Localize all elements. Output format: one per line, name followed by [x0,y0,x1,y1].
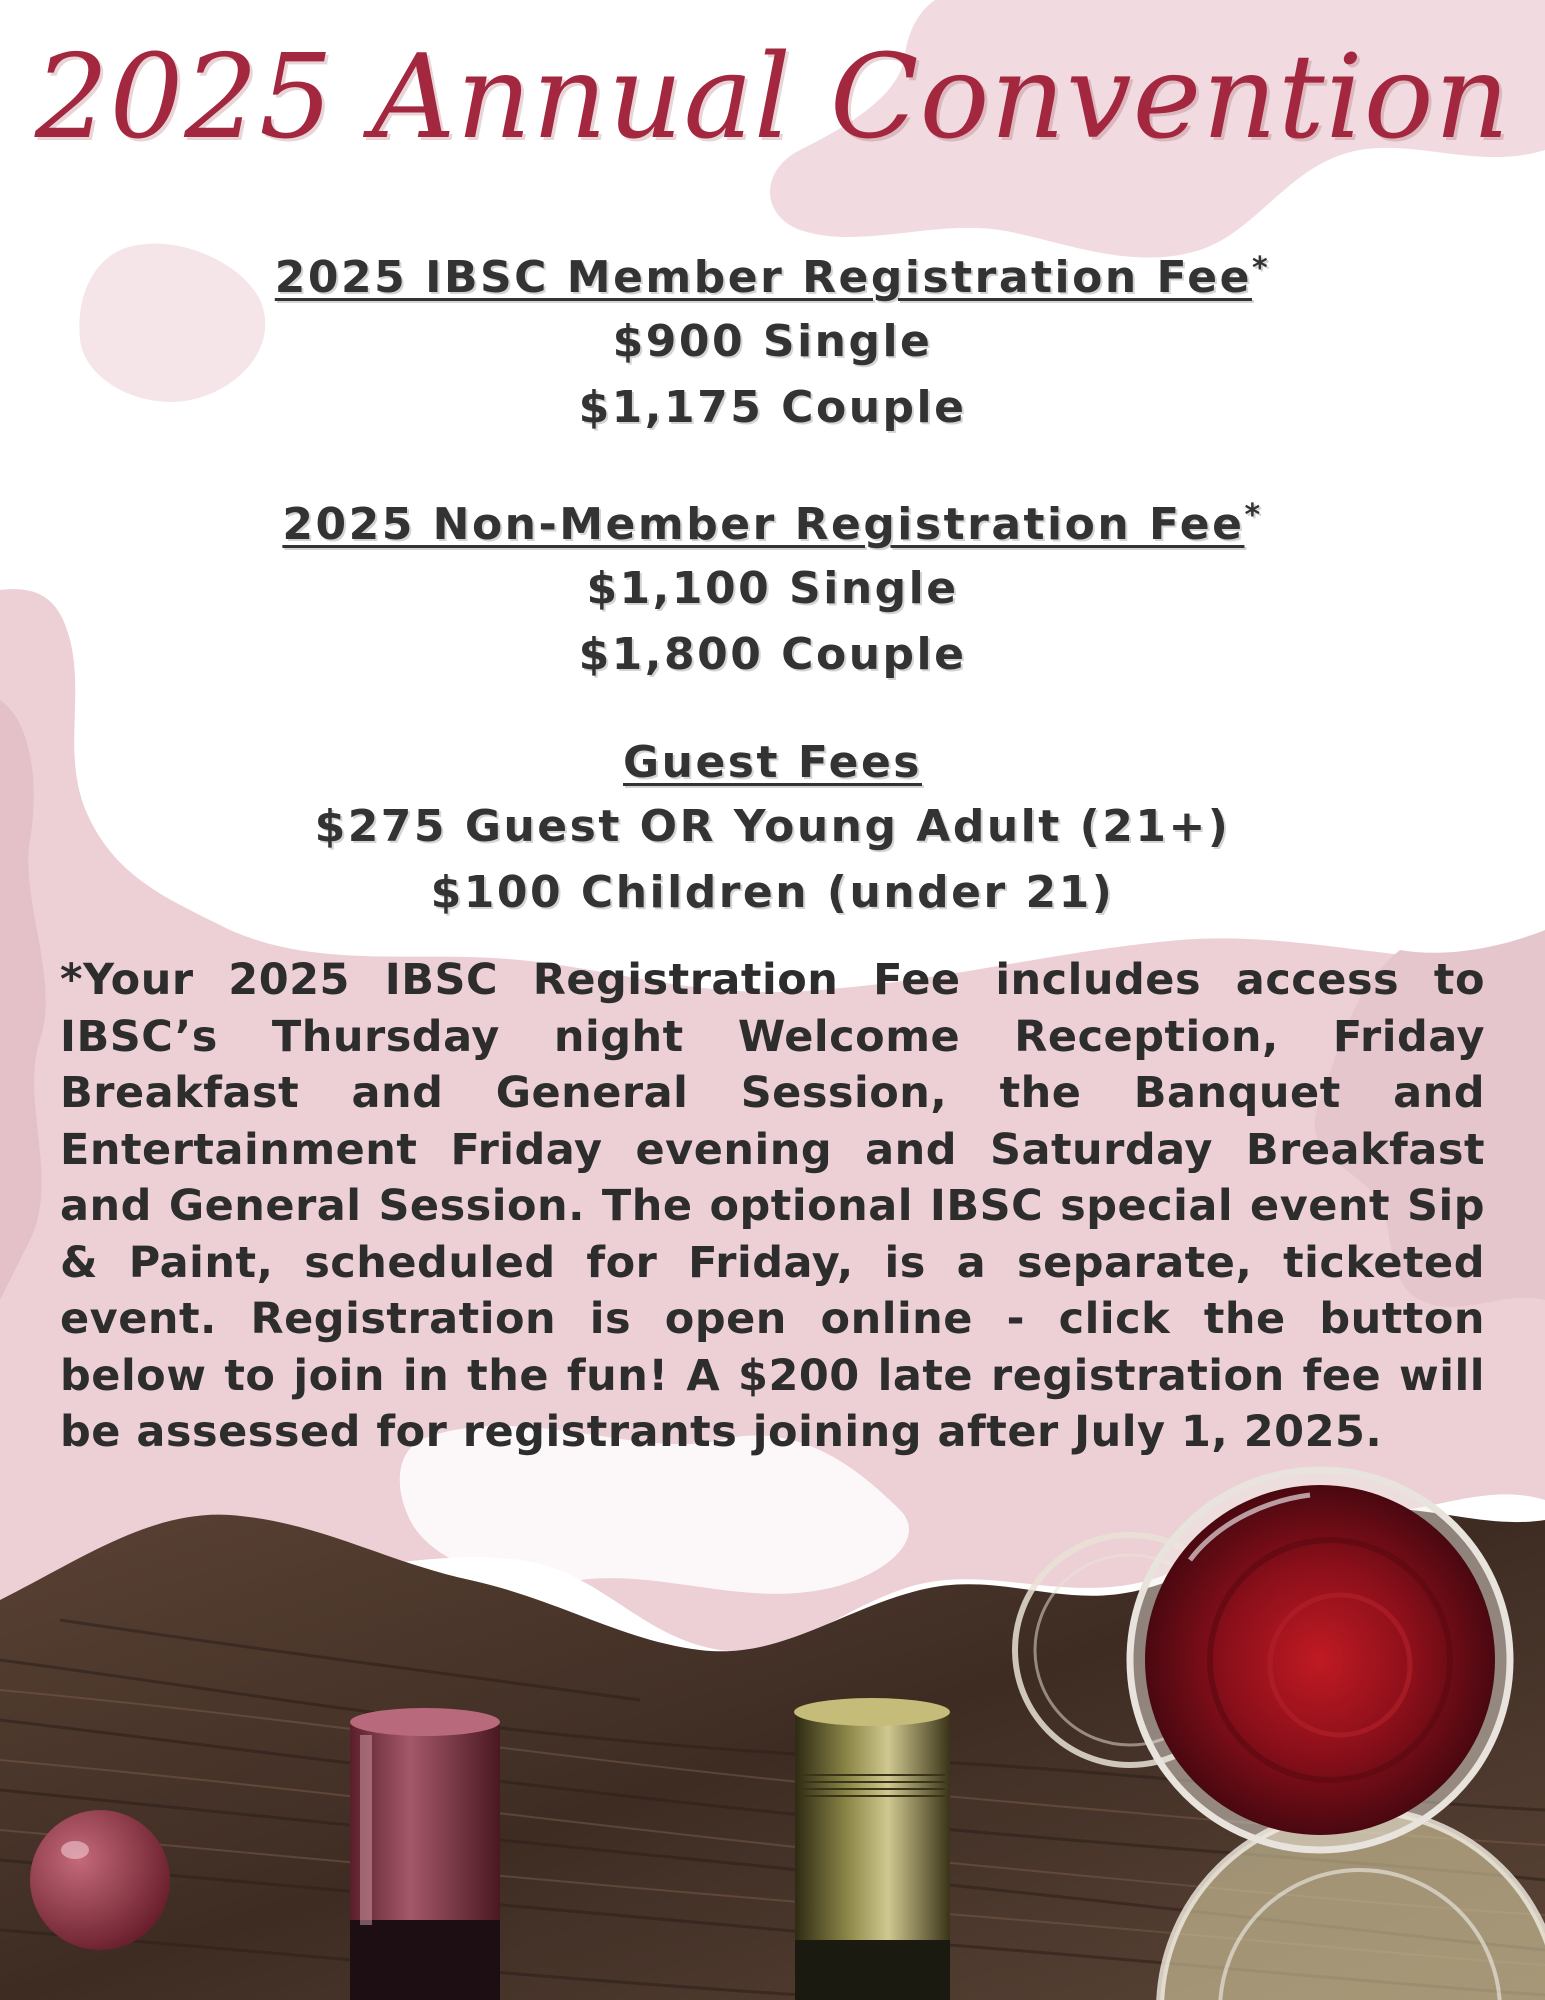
bottle-red-foil [350,1708,500,2000]
grape [30,1810,170,1950]
guest-fees-group [0,732,1545,926]
guest-fees-heading [0,732,1545,794]
member-fee-couple: $1,175 Couple [578,382,967,433]
non-member-fee-heading [0,485,1545,556]
guest-fee-children: $100 Children (under 21) [430,867,1115,918]
asterisk-marker: * [1251,251,1271,286]
non-member-fee-group [0,485,1545,688]
non-member-fee-couple: $1,800 Couple [578,629,967,680]
guest-fees-heading-text: Guest Fees [623,737,922,788]
fees-section [0,238,1545,970]
red-wine-glass [1130,1470,1510,1850]
guest-fee-adult: $275 Guest OR Young Adult (21+) [314,801,1231,852]
non-member-fee-heading-text: 2025 Non-Member Registration Fee [282,499,1245,550]
member-fee-heading [0,238,1545,309]
page-title: 2025 Annual Convention [34,30,1511,165]
member-fee-group [0,238,1545,441]
bottle-gold-capsule [794,1698,950,2000]
non-member-fee-single: $1,100 Single [586,563,959,614]
member-fee-single: $900 Single [612,316,933,367]
asterisk-marker: * [1244,498,1263,533]
registration-note: *Your 2025 IBSC Registration Fee includes access to IBSC’s Thursday night Welcome Reception, Friday Breakfast and General Session, the Banquet and Entertainment Friday evening and Saturday Breakfast and General Session. The optional IBSC special event Sip & Paint, scheduled for Friday, is a separate, ticketed event. Registration is open online - click the button below to join in the fun! A $200 late registration fee will be assessed for registrants joining after July 1, 2025. [60,955,1485,1457]
member-fee-heading-text: 2025 IBSC Member Registration Fee [274,252,1252,303]
